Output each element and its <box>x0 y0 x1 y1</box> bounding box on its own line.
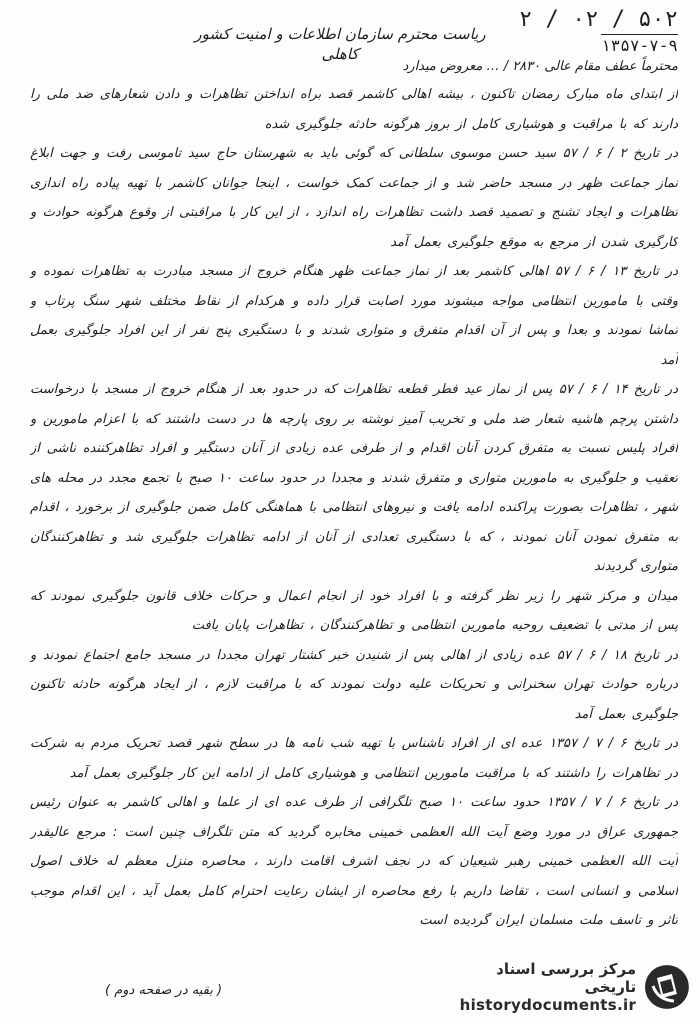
body-paragraph-6: در تاریخ ۱۸ / ۶ / ۵۷ عده زیادی از اهالی پس از شنیدن خبر کشتار تهران مجددا در مسجد جامع اجتماع نمودند و درباره حوادث تهران سخنرانی و تحریکات علیه دولت نمودند که با مراقبت لازم ، از ایجاد هرگونه حادثه تاکنون جلوگیری بعمل آمد <box>30 647 678 722</box>
archive-logo-icon <box>644 964 690 1010</box>
body-paragraph-5: میدان و مرکز شهر را زیر نظر گرفته و با افراد خود از انجام اعمال و حرکات خلاف قانون جلوگیری نمودند که پس از مدتی با تضعیف روحیه مامورین انتظامی و تظاهرکنندگان ، تظاهرات پایان یافت <box>30 588 678 633</box>
body-paragraph-7: در تاریخ ۶ / ۷ / ۱۳۵۷ عده ای از افراد ناشناس با تهیه شب نامه ها در سطح شهر قصد تحریک مردم به شرکت در تظاهرات را داشتند که با مراقبت مامورین انتظامی و هوشیاری کامل از ادامه این کار جلوگیری بعمل آمد <box>30 736 678 781</box>
document-date: ۱۳۵۷-۷-۹ <box>600 36 678 55</box>
salutation-line: محترماً عطف مقام عالی ۲۸۳۰ / … معروض میدارد <box>402 59 678 74</box>
reference-number: ۲ / ۰۲ / ۵۰۲ <box>519 7 678 32</box>
body-paragraph-4: در تاریخ ۱۴ / ۶ / ۵۷ پس از نماز عید فطر قطعه تظاهرات که در حدود بعد از هنگام خروج از مسجد با درخواست داشتن پرچم هاشیه شعار ضد ملی و تخریب آمیز نوشته بر روی پارچه ها در دست داشتند که با اعزام مامورین و افراد پلیس نسبت به متفرق کردن آنان اقدام و از طرفی عده زیادی از آنان دستگیر و افراد تظاهرکننده ناشی از تعقیب و جلوگیری به مامورین متواری و متفرق شدند و مجددا در حدود ساعت ۱۰ صبح با تجمع مجدد در محله های شهر ، تظاهرات بصورت پراکنده ادامه یافت و نیروهای انتظامی با هماهنگی کامل ضمن جلوگیری از برخورد ، اقدام به متفرق نمودن آنان نمودند ، که با دستگیری تعدادی از آنان از ادامه تظاهرات جلوگیری شد و تظاهرکنندگان متواری گردیدند <box>30 382 678 574</box>
body-paragraph-3: در تاریخ ۱۳ / ۶ / ۵۷ اهالی کاشمر بعد از نماز جماعت ظهر هنگام خروج از مسجد مبادرت به تظاهرات نموده و وقتی با مامورین انتظامی مواجه میشوند مورد اصابت قرار داده و هرکدام از نقاط مختلف شهر سنگ پرتاب و تماشا نمودند و بعدا و پس از آن اقدام متفرق و متواری شدند و با دستگیری پنج نفر از این افراد جلوگیری بعمل آمد <box>30 264 678 368</box>
watermark-url: historydocuments.ir <box>459 996 637 1014</box>
watermark <box>440 959 690 1015</box>
body-paragraph-2: در تاریخ ۲ / ۶ / ۵۷ سید حسن موسوی سلطانی که گوئی باید به شهرستان حاج سید تاموسی رفت و جهت ابلاغ نماز جماعت ظهر در مسجد حاضر شد و از جماعت کمک خواست ، اینجا جوانان کاشمر با تهیه پیاده راه اندازی تظاهرات و ایجاد تشنج و تصمید قصد داشت تظاهرات راه اندازد ، از این کار با مراقبتی از وقوع هرگونه حوادث و کارگیری شدن از مرجع به موقع جلوگیری بعمل آمد <box>30 146 678 250</box>
continued-note: ( بقیه در صفحه دوم ) <box>105 983 223 998</box>
watermark-text <box>440 960 636 1014</box>
document-body <box>30 80 678 980</box>
reference-block <box>478 8 678 57</box>
watermark-title: مرکز بررسی اسناد تاریخی <box>496 960 637 996</box>
body-paragraph-8: در تاریخ ۶ / ۷ / ۱۳۵۷ حدود ساعت ۱۰ صبح تلگرافی از طرف عده ای از علما و اهالی کاشمر به عنوان رئیس جمهوری عراق در مورد وضع آیت الله العظمی خمینی مخابره گردید که متن تلگراف چنین است : مرجع عالیقدر آیت الله العظمی خمینی رهبر شیعیان که در نجف اشرف اقامت دارند ، محاصره منزل معظم له خلاف اصول اسلامی و انسانی است ، تقاضا داریم با رفع محاصره از ایشان رعایت احترام کامل بعمل آید ، این اقدام موجب تاثر و تاسف ملت مسلمان ایران گردیده است <box>30 795 678 928</box>
body-paragraph-1: از ابتدای ماه مبارک رمضان تاکنون ، بیشه اهالی کاشمر قصد براه انداختن تظاهرات و دادن شعارهای ضد ملی را دارند که با مراقبت و هوشیاری کامل از بروز هرگونه حادثه جلوگیری شده <box>30 87 678 132</box>
addressee-line: ریاست محترم سازمان اطلاعات و امنیت کشور کاهلی <box>194 25 486 63</box>
